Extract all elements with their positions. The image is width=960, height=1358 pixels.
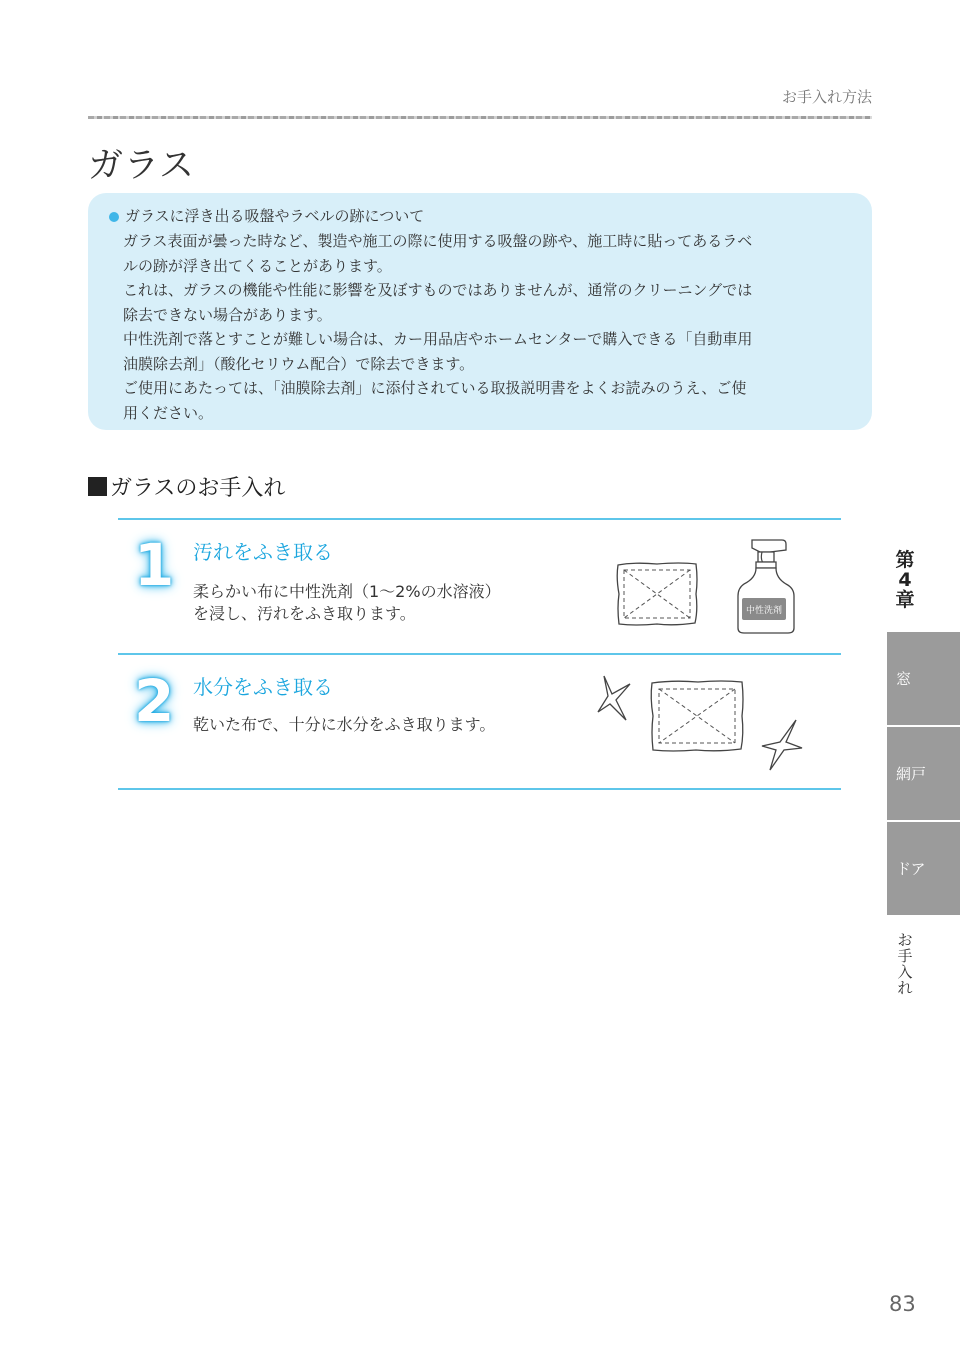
notice-line: これは、ガラスの機能や性能に影響を及ぼすものではありませんが、通常のクリーニングでは: [123, 281, 753, 299]
chapter-char: 4: [898, 569, 912, 591]
bullet-dot-icon: [109, 212, 119, 222]
notice-line: ご使用にあたっては、「油膜除去剤」に添付されている取扱説明書をよくお読みのうえ、ご使: [123, 379, 747, 397]
side-tab-label: 窓: [896, 670, 912, 688]
step-1-desc-line: 柔らかい布に中性洗剤（1～2%の水溶液）: [193, 582, 501, 601]
current-section-char: お: [897, 931, 913, 949]
sparkle-icon: [594, 672, 634, 722]
notice-heading: [108, 204, 846, 229]
square-bullet-icon: [88, 477, 107, 496]
section-heading: [88, 471, 285, 502]
step-1-number: 1: [134, 531, 175, 599]
step-2-desc-line: 乾いた布で、十分に水分をふき取ります。: [193, 715, 496, 734]
step-1-title: 汚れをふき取る: [193, 540, 333, 564]
cloth-icon: [614, 560, 700, 628]
step-divider: [118, 518, 841, 520]
step-2-title: 水分をふき取る: [193, 675, 333, 699]
side-tab-window[interactable]: [887, 632, 960, 725]
chapter-indicator: [887, 550, 923, 610]
current-section-char: 手: [897, 947, 913, 965]
running-head: お手入れ方法: [781, 88, 872, 106]
notice-line: ガラス表面が曇った時など、製造や施工の際に使用する吸盤の跡や、施工時に貼ってあるラベ: [123, 232, 753, 250]
side-tab-label: ドア: [896, 860, 926, 878]
side-tab-screen[interactable]: [887, 727, 960, 820]
notice-box: [88, 193, 872, 430]
chapter-char: 第: [895, 549, 915, 571]
dry-cloth-icon: [648, 678, 746, 754]
step-divider: [118, 653, 841, 655]
notice-line: 油膜除去剤」（酸化セリウム配合）で除去できます。: [123, 354, 475, 373]
page-number: 83: [889, 1292, 916, 1316]
side-current-section: [887, 932, 923, 996]
notice-line: 用ください。: [123, 403, 214, 422]
chapter-char: 章: [895, 589, 915, 611]
notice-line: 中性洗剤で落とすことが難しい場合は、カー用品店やホームセンターで購入できる「自動車用: [123, 330, 753, 348]
side-tab-label: 網戸: [896, 765, 927, 783]
step-1-desc: [193, 581, 501, 625]
bottle-label: 中性洗剤: [745, 606, 783, 616]
spray-bottle-icon: [730, 538, 800, 636]
section-heading-text: ガラスのお手入れ: [110, 476, 286, 501]
current-section-char: 入: [897, 963, 913, 981]
notice-heading-text: ガラスに浮き出る吸盤やラベルの跡について: [125, 207, 425, 225]
step-1-desc-line: を浸し、汚れをふき取ります。: [193, 604, 416, 623]
step-2-desc: [193, 714, 495, 736]
notice-line: 除去できない場合があります。: [123, 305, 332, 324]
notice-line: ルの跡が浮き出てくることがあります。: [123, 256, 392, 275]
step-2-number: 2: [134, 667, 175, 735]
page-title: ガラス: [88, 146, 195, 186]
side-tab-door[interactable]: [887, 822, 960, 915]
header-rule: [88, 116, 872, 119]
step-divider: [118, 788, 841, 790]
current-section-char: れ: [897, 979, 913, 997]
sparkle-icon: [758, 716, 804, 772]
